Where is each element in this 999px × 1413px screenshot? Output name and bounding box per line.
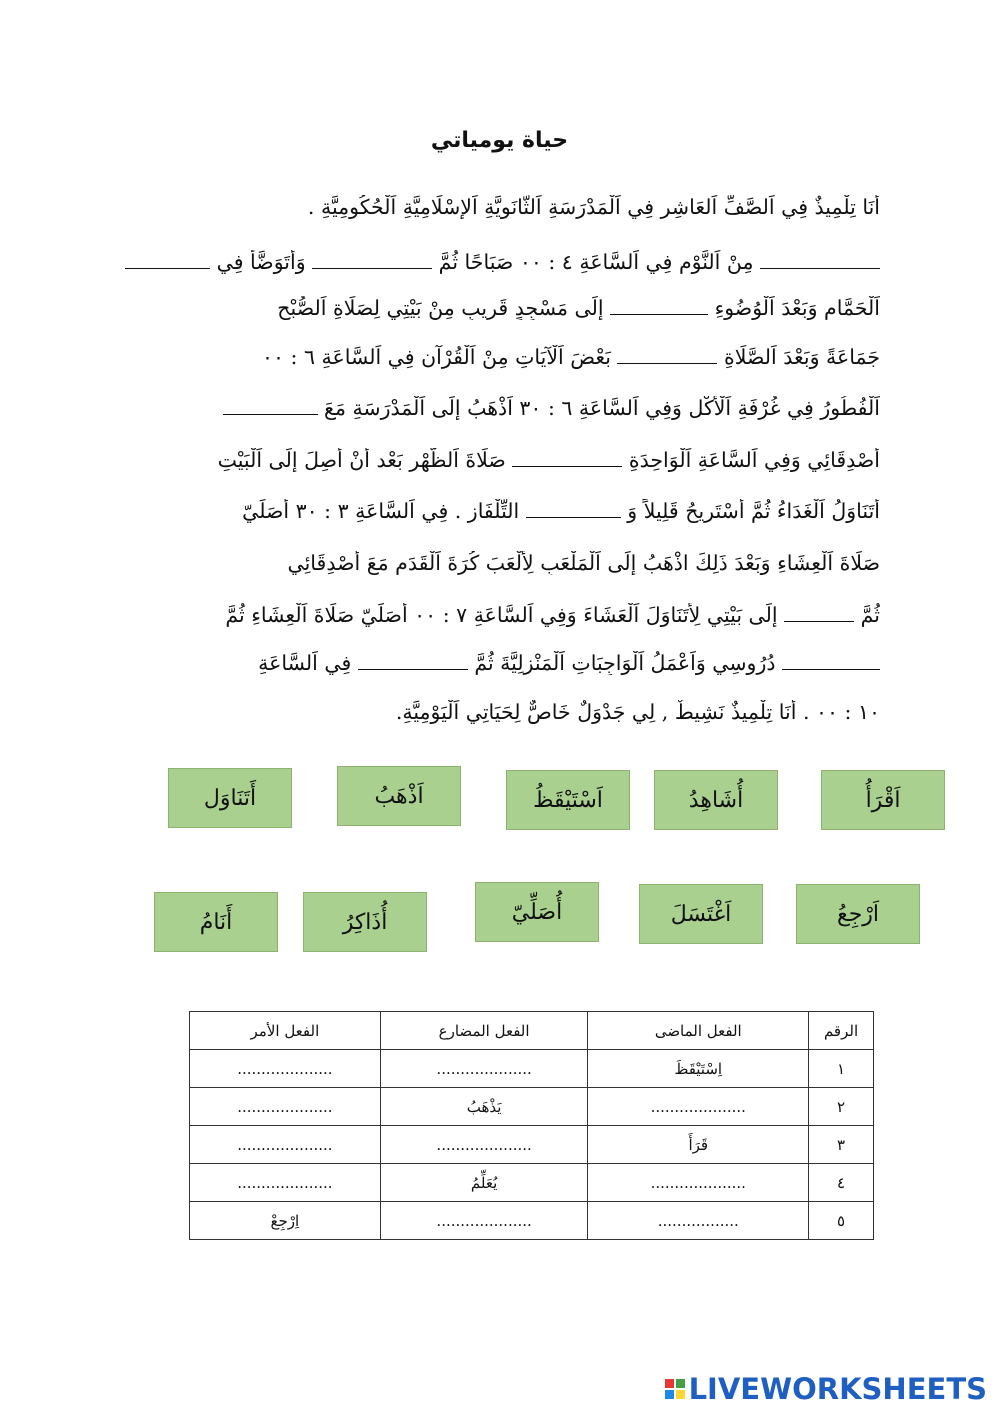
blank-input[interactable] [358, 651, 468, 670]
passage-line-2 [125, 250, 880, 274]
passage-line-6 [125, 448, 880, 472]
cell-imperative: اِرْجِعْ [190, 1202, 381, 1240]
table-row [190, 1126, 874, 1164]
word-box[interactable]: أَنَامُ [154, 892, 278, 952]
cell-past-input[interactable]: .................... [588, 1088, 809, 1126]
passage-text: صَلَاةَ اَلْعِشَاءِ وَبَعْدَ ذَلِكَ اذْهَبُ إِلَى اَلْمَلْعَبِ لِألْعَبَ كُرَةَ اَلْقَدَمِ مَعَ أَصْدِقَائِي [287, 551, 880, 575]
cell-present-input[interactable]: .................... [380, 1050, 588, 1088]
word-box[interactable]: أُشَاهِدُ [654, 770, 778, 830]
passage-text: فِي اَلسَّاعَةِ [258, 651, 352, 675]
passage-line-11 [125, 700, 880, 724]
passage-text: إِلَى مَسْجِدٍ قَرِيبٍ مِنْ بَيْتِي لِصَلَاةِ اَلصُّبْحِ [277, 296, 604, 320]
table-row [190, 1088, 874, 1126]
cell-number: ٥ [809, 1202, 874, 1240]
passage-text: اَلْحَمَّامِ وَبَعْدَ اَلْوُضُوءِ [714, 296, 880, 320]
logo-text: LIVEWORKSHEETS [688, 1372, 987, 1406]
cell-present: يَذْهَبُ [380, 1088, 588, 1126]
passage-text: إِلَى بَيْتِي لِأَتَنَاوَلَ اَلْعَشَاءَ وَفِي اَلسَّاعَةِ ٧ : ٠٠ أُصَلِّيّ صَلَاةَ اَلْعِشَاءِ ثُمَّ [225, 603, 778, 627]
cell-past-input[interactable]: ................. [588, 1202, 809, 1240]
word-box[interactable]: أُذَاكِرُ [303, 892, 427, 952]
word-box[interactable]: أُصَلِّيّ [475, 882, 599, 942]
passage-line-7 [125, 499, 880, 523]
passage-text: أَتَنَاوَلُ اَلْغَدَاءُ ثُمَّ أَسْتَرِيحُ قَلِيلاً وَ [627, 499, 880, 523]
passage-text: دُرُوسِي وَاَعْمَلُ اَلْوَاجِبَاتِ اَلْمَنْزِلِيَّةَ ثُمَّ [474, 651, 776, 675]
blank-input[interactable] [784, 603, 854, 622]
blank-input[interactable] [512, 448, 622, 467]
cell-number: ١ [809, 1050, 874, 1088]
passage-line-8 [125, 551, 880, 575]
cell-imperative-input[interactable]: .................... [190, 1050, 381, 1088]
passage-line-4 [125, 345, 880, 369]
passage-line-3 [125, 296, 880, 320]
cell-number: ٢ [809, 1088, 874, 1126]
logo-icon [665, 1379, 685, 1399]
cell-number: ٣ [809, 1126, 874, 1164]
word-box[interactable]: اَغْتَسَلَ [639, 884, 763, 944]
blank-input[interactable] [125, 250, 210, 269]
table-header-row [190, 1012, 874, 1050]
passage-text: وَأَتَوَضَّأُ فِي [216, 250, 306, 274]
table-row [190, 1202, 874, 1240]
cell-past: اِسْتَيْقَظَ [588, 1050, 809, 1088]
header-present: الفعل المضارع [380, 1012, 588, 1050]
cell-imperative-input[interactable]: .................... [190, 1126, 381, 1164]
passage-text: جَمَاعَةً وَبَعْدَ اَلصَّلَاةِ [724, 345, 880, 369]
cell-past: قَرَأَ [588, 1126, 809, 1164]
word-box[interactable]: اَسْتَيْقَظُ [506, 770, 630, 830]
cell-imperative-input[interactable]: .................... [190, 1088, 381, 1126]
passage-text: أَصْدِقَائِي وَفِي اَلسَّاعَةِ اَلْوَاحِدَةِ [628, 448, 880, 472]
passage-text: اَلْفُطُورُ فِي غُرْفَةِ اَلْأَكْلِ وَفِي اَلسَّاعَةِ ٦ : ٣٠ اَذْهَبُ إِلَى اَلْمَدْرَسَةِ مَعَ [324, 396, 880, 420]
cell-present-input[interactable]: .................... [380, 1202, 588, 1240]
header-imperative: الفعل الأمر [190, 1012, 381, 1050]
word-box[interactable]: اَذْهَبُ [337, 766, 461, 826]
blank-input[interactable] [312, 250, 432, 269]
word-box[interactable]: اَرْجِعُ [796, 884, 920, 944]
blank-input[interactable] [760, 250, 880, 269]
worksheet-title: حياة يومياتي [430, 128, 569, 153]
blank-input[interactable] [782, 651, 880, 670]
passage-text: ١٠ : ٠٠ . أَنَا تِلْمِيذٌ نَشِيطٌ , لِي جَدْوَلٌ خَاصٌّ لِحَيَاتِي اَلْيَوْمِيَّةِ. [395, 700, 880, 724]
passage-text: بَعْضَ اَلْآيَاتِ مِنْ اَلْقُرْآنِ فِي اَلسَّاعَةِ ٦ : ٠٠ [261, 345, 611, 369]
passage-line-9 [125, 603, 880, 627]
header-number: الرقم [809, 1012, 874, 1050]
verb-table [189, 1011, 874, 1240]
blank-input[interactable] [610, 296, 708, 315]
cell-present: يُعَلِّمُ [380, 1164, 588, 1202]
cell-past-input[interactable]: .................... [588, 1164, 809, 1202]
passage-line-1 [125, 195, 880, 219]
blank-input[interactable] [617, 345, 717, 364]
passage-text: صَلَاةَ اَلظُّهْرِ بَعْد أَنْ أَصِلَ إِلَى اَلْبَيْتِ [217, 448, 506, 472]
word-box[interactable]: اَقْرَأُ [821, 770, 945, 830]
passage-line-5 [125, 396, 880, 420]
table-row [190, 1164, 874, 1202]
passage-text: أَنَا تِلْمِيذٌ فِي اَلصَّفِّ اَلعَاشِرِ فِي اَلْمَدْرَسَةِ اَلثَّانَوِيَّةِ اَلإِسْلَامِيَّةِ اَلْحُكُومِيَّةِ . [307, 195, 880, 219]
liveworksheets-logo [665, 1372, 987, 1406]
cell-number: ٤ [809, 1164, 874, 1202]
blank-input[interactable] [223, 396, 318, 415]
table-row [190, 1050, 874, 1088]
passage-text: ثُمَّ [860, 603, 880, 627]
blank-input[interactable] [526, 499, 621, 518]
cell-present-input[interactable]: .................... [380, 1126, 588, 1164]
cell-imperative-input[interactable]: .................... [190, 1164, 381, 1202]
passage-text: التِّلْفَاز . فِي اَلسَّاعَةِ ٣ : ٣٠ أُصَلِّيّ [242, 499, 520, 523]
passage-line-10 [125, 651, 880, 675]
passage-text: مِنْ اَلنَّوْمِ فِي اَلسَّاعَةِ ٤ : ٠٠ صَبَاحًا ثُمَّ [438, 250, 754, 274]
header-past: الفعل الماضى [588, 1012, 809, 1050]
word-box[interactable]: أَتَنَاوَل [168, 768, 292, 828]
